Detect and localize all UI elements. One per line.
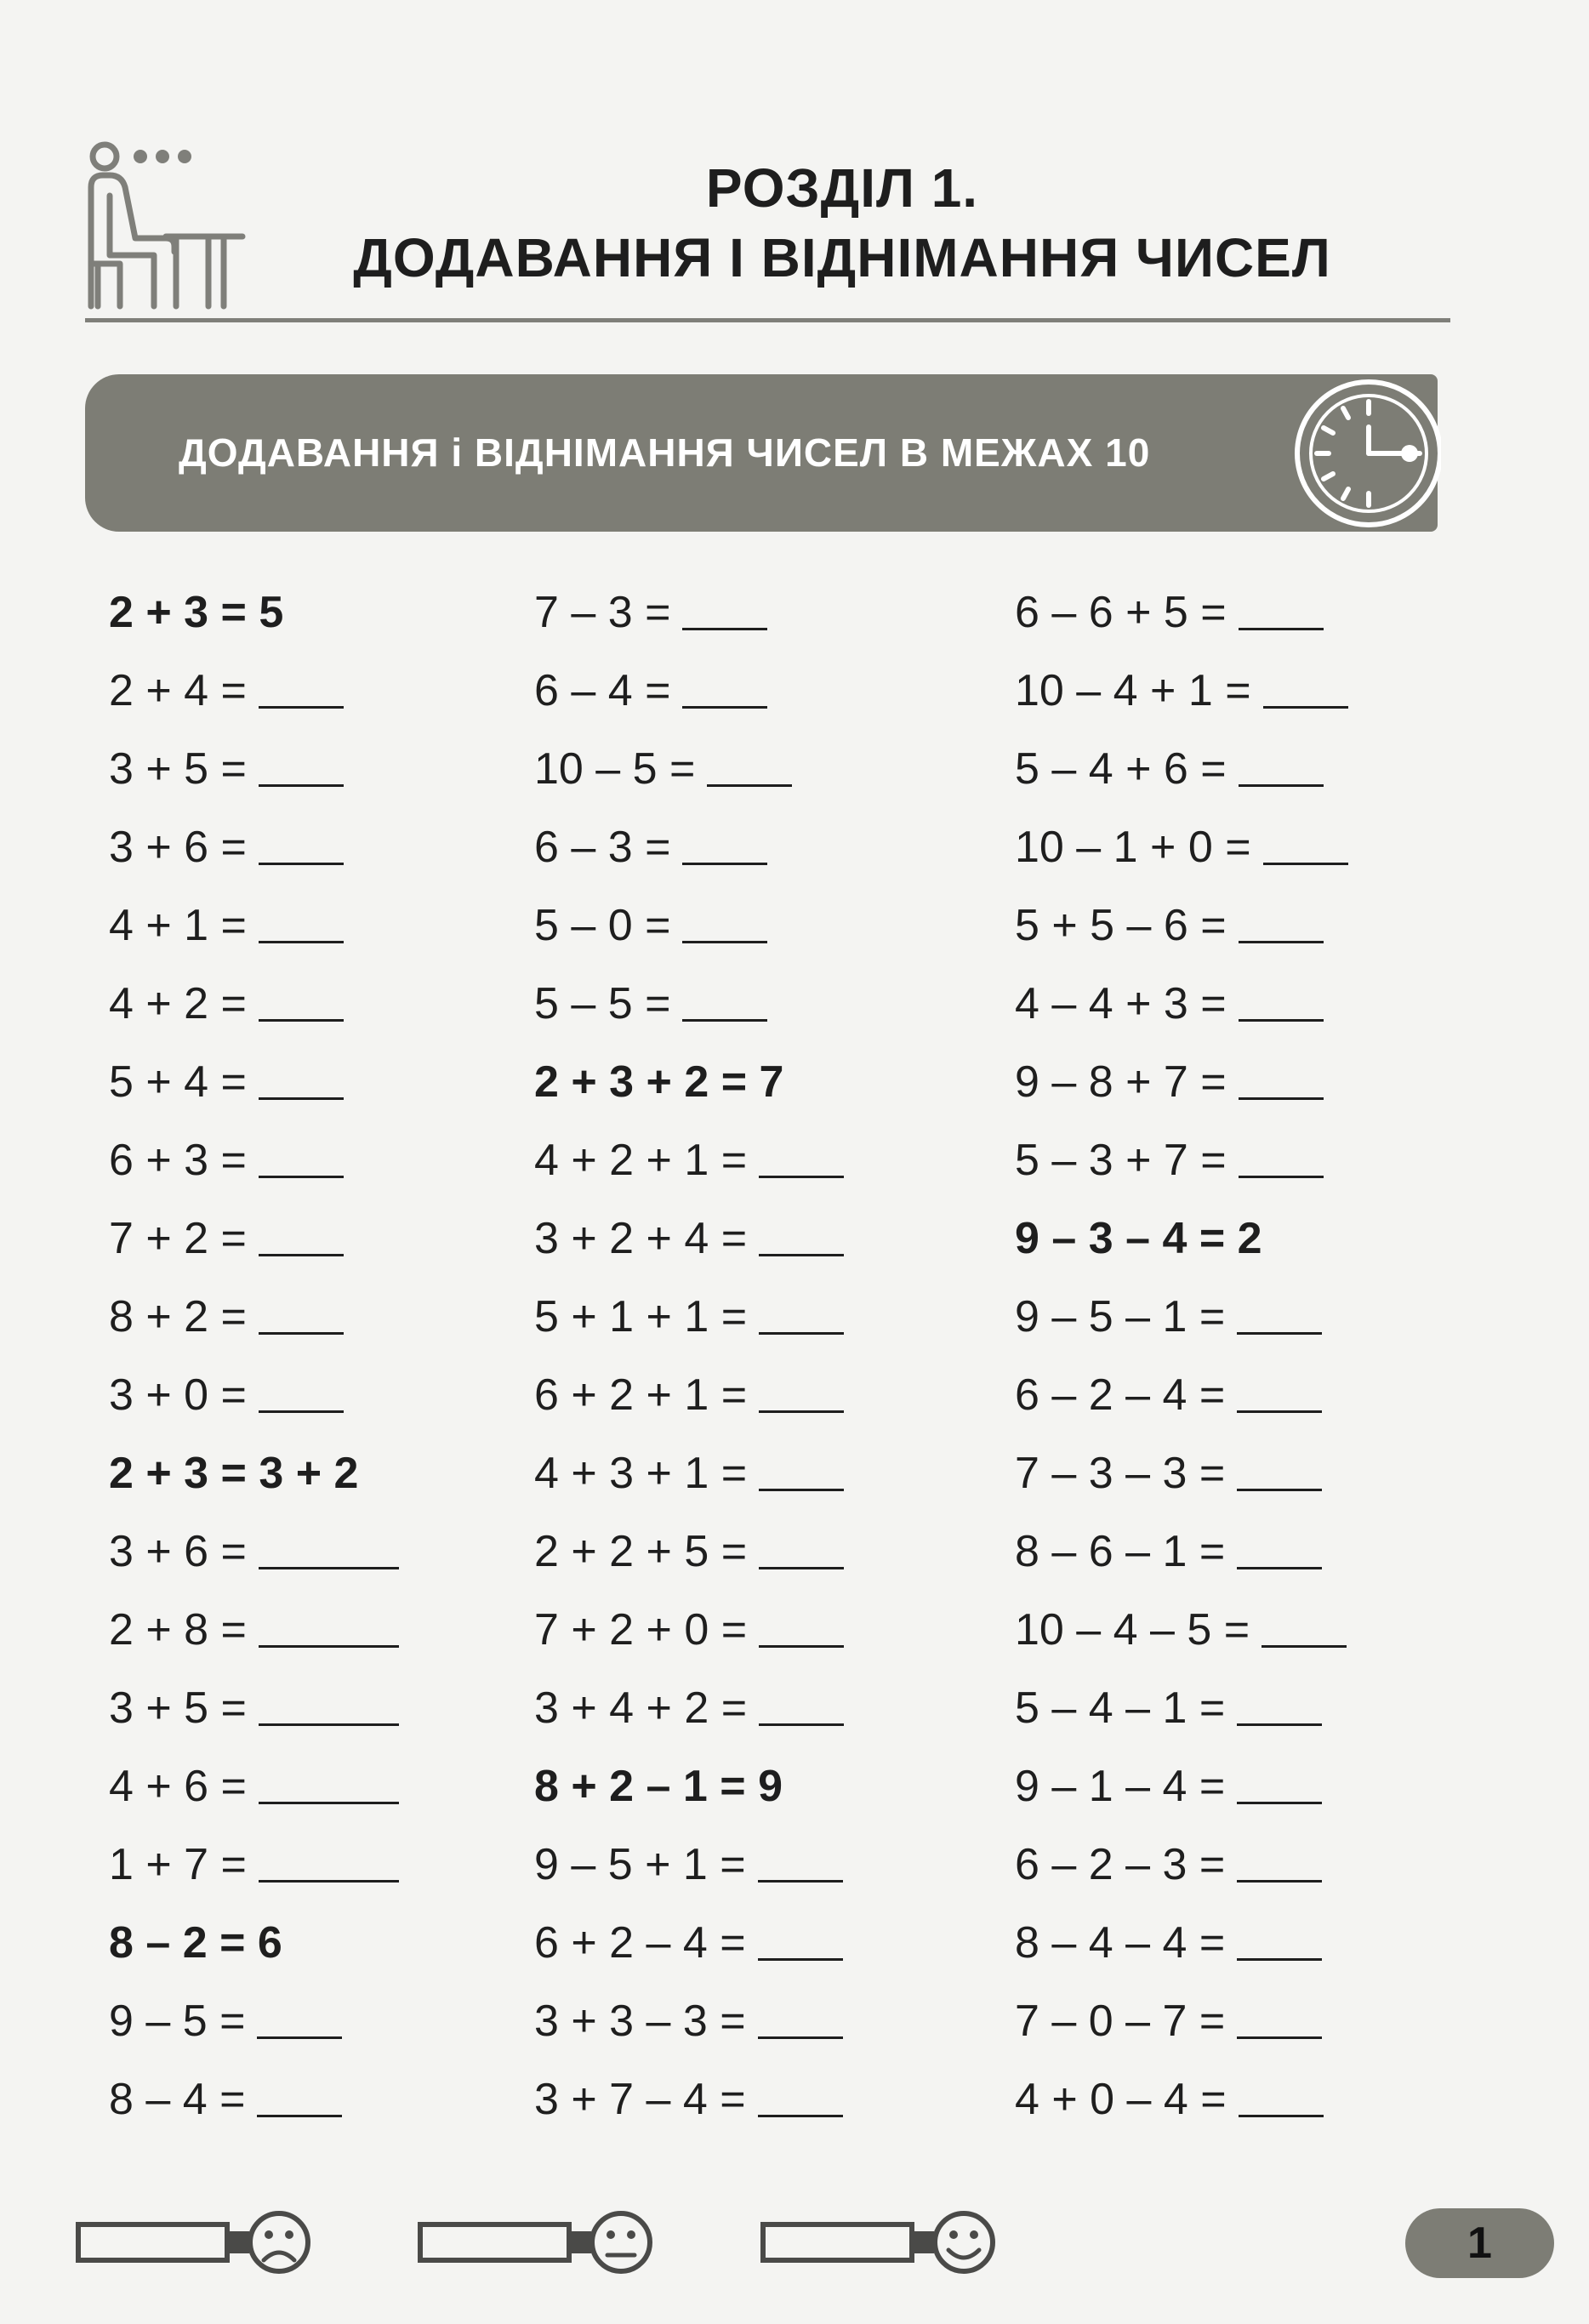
equation-text: 6 + 2 + 1 = <box>534 1370 748 1420</box>
exercise-equation <box>534 1205 844 1283</box>
equation-text: 4 + 2 + 1 = <box>534 1136 748 1185</box>
equation-text: 3 + 4 + 2 = <box>534 1683 748 1733</box>
answer-blank[interactable] <box>759 1171 844 1178</box>
exercise-equation <box>109 1596 399 1674</box>
answer-blank[interactable] <box>1237 1405 1322 1413</box>
exercise-equation <box>1015 1909 1348 1987</box>
chapter-divider <box>85 318 1450 322</box>
answer-blank[interactable] <box>259 1640 399 1648</box>
exercise-equation <box>1015 1439 1348 1518</box>
equation-text: 8 – 4 – 4 = <box>1015 1918 1226 1968</box>
equation-text: 9 – 5 + 1 = <box>534 1840 746 1889</box>
answer-blank[interactable] <box>1239 936 1324 943</box>
equation-text: 5 – 4 + 6 = <box>1015 744 1227 794</box>
equation-text: 5 – 0 = <box>534 901 671 950</box>
equation-text: 5 + 5 – 6 = <box>1015 901 1227 950</box>
answer-blank[interactable] <box>1239 1092 1324 1100</box>
exercise-equation <box>1015 1126 1348 1205</box>
exercise-equation <box>109 1831 399 1909</box>
answer-blank[interactable] <box>682 701 767 709</box>
answer-blank[interactable] <box>259 1797 399 1804</box>
equation-text: 7 – 3 – 3 = <box>1015 1449 1226 1498</box>
exercise-equation <box>534 813 844 891</box>
answer-blank[interactable] <box>1239 779 1324 787</box>
exercise-equation <box>1015 813 1348 891</box>
answer-blank[interactable] <box>1237 1953 1322 1961</box>
exercise-equation <box>1015 657 1348 735</box>
equation-text: 6 – 3 = <box>534 823 671 872</box>
exercise-column-1 <box>109 578 399 2144</box>
answer-blank[interactable] <box>257 2110 342 2117</box>
exercise-equation <box>1015 1361 1348 1439</box>
exercise-equation <box>109 1518 399 1596</box>
exercise-column-3 <box>1015 578 1348 2144</box>
answer-blank[interactable] <box>682 623 767 630</box>
equation-text: 7 + 2 = <box>109 1214 247 1263</box>
exercise-equation <box>1015 578 1348 657</box>
answer-blank[interactable] <box>1237 1327 1322 1335</box>
exercise-equation <box>1015 735 1348 813</box>
exercise-equation <box>534 1439 844 1518</box>
clock-icon <box>1284 376 1441 531</box>
answer-blank[interactable] <box>758 1953 843 1961</box>
exercise-equation <box>534 578 844 657</box>
answer-blank[interactable] <box>759 1718 844 1726</box>
exercise-equation <box>1015 1831 1348 1909</box>
exercise-equation <box>109 1674 399 1752</box>
answer-blank[interactable] <box>759 1249 844 1256</box>
equation-text: 4 + 0 – 4 = <box>1015 2075 1227 2124</box>
equation-text: 6 – 2 – 4 = <box>1015 1370 1226 1420</box>
chapter-title <box>306 153 1378 293</box>
equation-text: 4 + 3 + 1 = <box>534 1449 748 1498</box>
exercise-column-2 <box>534 578 844 2144</box>
equation-text: 9 – 5 = <box>109 1996 246 2046</box>
exercise-equation <box>1015 1987 1348 2065</box>
answer-blank[interactable] <box>259 936 344 943</box>
answer-blank[interactable] <box>259 779 344 787</box>
equation-text: 3 + 7 – 4 = <box>534 2075 746 2124</box>
answer-blank[interactable] <box>759 1405 844 1413</box>
equation-text: 5 + 1 + 1 = <box>534 1292 748 1341</box>
answer-blank[interactable] <box>759 1562 844 1569</box>
example-equation <box>1015 1205 1348 1283</box>
exercise-equation <box>534 1283 844 1361</box>
chapter-title-line1: РОЗДІЛ 1. <box>705 157 979 219</box>
exercise-equation <box>534 1674 844 1752</box>
answer-blank[interactable] <box>758 1875 843 1883</box>
equation-text: 1 + 7 = <box>109 1840 247 1889</box>
answer-blank[interactable] <box>259 1405 344 1413</box>
example-equation <box>109 578 399 657</box>
answer-blank[interactable] <box>1239 2110 1324 2117</box>
equation-text: 8 – 4 = <box>109 2075 246 2124</box>
equation-text: 10 – 1 + 0 = <box>1015 823 1251 872</box>
equation-text: 10 – 4 – 5 = <box>1015 1605 1250 1655</box>
equation-text: 9 – 5 – 1 = <box>1015 1292 1226 1341</box>
exercise-equation <box>534 1831 844 1909</box>
answer-blank[interactable] <box>257 2031 342 2039</box>
answer-blank[interactable] <box>259 1014 344 1022</box>
exercise-equation <box>534 1361 844 1439</box>
equation-text: 6 – 4 = <box>534 666 671 715</box>
equation-text: 2 + 3 + 2 = 7 <box>534 1057 784 1107</box>
equation-text: 6 + 2 – 4 = <box>534 1918 746 1968</box>
exercise-equation <box>1015 1752 1348 1831</box>
answer-blank[interactable] <box>707 779 792 787</box>
equation-text: 4 + 2 = <box>109 979 247 1028</box>
answer-blank[interactable] <box>259 857 344 865</box>
equation-text: 8 + 2 = <box>109 1292 247 1341</box>
equation-text: 2 + 3 = 5 <box>109 588 284 637</box>
exercise-equation <box>109 735 399 813</box>
exercise-equation <box>534 657 844 735</box>
answer-blank[interactable] <box>259 1718 399 1726</box>
answer-blank[interactable] <box>259 1171 344 1178</box>
exercise-equation <box>109 813 399 891</box>
exercise-equation <box>534 891 844 970</box>
exercise-equation <box>109 1361 399 1439</box>
equation-text: 2 + 4 = <box>109 666 247 715</box>
answer-blank[interactable] <box>259 1249 344 1256</box>
exercise-equation <box>109 2065 399 2144</box>
rating-happy[interactable] <box>760 2199 998 2293</box>
exercise-equation <box>534 1518 844 1596</box>
answer-blank[interactable] <box>1237 1797 1322 1804</box>
equation-text: 5 – 3 + 7 = <box>1015 1136 1227 1185</box>
exercise-equation <box>1015 970 1348 1048</box>
answer-blank[interactable] <box>759 1484 844 1491</box>
section-title: ДОДАВАННЯ і ВІДНІМАННЯ ЧИСЕЛ В МЕЖАХ 10 <box>179 430 1151 475</box>
answer-blank[interactable] <box>259 1327 344 1335</box>
exercise-equation <box>1015 2065 1348 2144</box>
equation-text: 3 + 0 = <box>109 1370 247 1420</box>
example-equation <box>534 1048 844 1126</box>
equation-text: 3 + 6 = <box>109 823 247 872</box>
answer-blank[interactable] <box>1262 1640 1347 1648</box>
exercise-equation <box>109 1283 399 1361</box>
equation-text: 3 + 2 + 4 = <box>534 1214 748 1263</box>
exercise-equation <box>109 891 399 970</box>
exercise-equation <box>109 1048 399 1126</box>
answer-blank[interactable] <box>1237 1484 1322 1491</box>
rating-sad[interactable] <box>75 2199 313 2293</box>
answer-blank[interactable] <box>1237 1562 1322 1569</box>
equation-text: 5 + 4 = <box>109 1057 247 1107</box>
equation-text: 4 + 1 = <box>109 901 247 950</box>
example-equation <box>109 1439 399 1518</box>
answer-blank[interactable] <box>259 1875 399 1883</box>
chapter-title-line2: ДОДАВАННЯ І ВІДНІМАННЯ ЧИСЕЛ <box>353 227 1331 288</box>
exercise-equation <box>1015 1048 1348 1126</box>
answer-blank[interactable] <box>1237 2031 1322 2039</box>
exercise-equation <box>1015 1283 1348 1361</box>
equation-text: 6 – 6 + 5 = <box>1015 588 1227 637</box>
exercise-equation <box>534 1596 844 1674</box>
exercise-equation <box>1015 891 1348 970</box>
equation-text: 6 – 2 – 3 = <box>1015 1840 1226 1889</box>
exercise-equation <box>534 1909 844 1987</box>
equation-text: 3 + 3 – 3 = <box>534 1996 746 2046</box>
section-banner <box>85 374 1438 532</box>
answer-blank[interactable] <box>259 1092 344 1100</box>
equation-text: 5 – 4 – 1 = <box>1015 1683 1226 1733</box>
exercise-equation <box>109 1126 399 1205</box>
exercise-equation <box>534 1126 844 1205</box>
sad-face-icon <box>250 2213 308 2271</box>
answer-blank[interactable] <box>682 857 767 865</box>
equation-text: 7 + 2 + 0 = <box>534 1605 748 1655</box>
exercise-equation <box>109 970 399 1048</box>
exercise-equation <box>1015 1518 1348 1596</box>
exercise-equation <box>109 1205 399 1283</box>
exercise-equation <box>534 970 844 1048</box>
equation-text: 9 – 1 – 4 = <box>1015 1762 1226 1811</box>
answer-blank[interactable] <box>1237 1718 1322 1726</box>
exercise-equation <box>109 1752 399 1831</box>
answer-blank[interactable] <box>1237 1875 1322 1883</box>
equation-text: 6 + 3 = <box>109 1136 247 1185</box>
equation-text: 5 – 5 = <box>534 979 671 1028</box>
answer-blank[interactable] <box>758 2110 843 2117</box>
exercise-equation <box>1015 1596 1348 1674</box>
equation-text: 7 – 3 = <box>534 588 671 637</box>
equation-text: 9 – 3 – 4 = 2 <box>1015 1214 1262 1263</box>
answer-blank[interactable] <box>1263 857 1348 865</box>
answer-blank[interactable] <box>682 936 767 943</box>
exercise-equation <box>109 657 399 735</box>
equation-text: 10 – 5 = <box>534 744 696 794</box>
equation-text: 10 – 4 + 1 = <box>1015 666 1251 715</box>
answer-blank[interactable] <box>682 1014 767 1022</box>
exercise-equation <box>109 1987 399 2065</box>
exercise-equation <box>534 1987 844 2065</box>
equation-text: 4 – 4 + 3 = <box>1015 979 1227 1028</box>
exercise-equation <box>534 735 844 813</box>
equation-text: 3 + 5 = <box>109 1683 247 1733</box>
equation-text: 3 + 5 = <box>109 744 247 794</box>
neutral-face-icon <box>592 2213 650 2271</box>
equation-text: 4 + 6 = <box>109 1762 247 1811</box>
exercise-equation <box>1015 1674 1348 1752</box>
equation-text: 8 – 2 = 6 <box>109 1918 282 1968</box>
answer-blank[interactable] <box>1263 701 1348 709</box>
answer-blank[interactable] <box>259 1562 399 1569</box>
equation-text: 8 + 2 – 1 = 9 <box>534 1762 783 1811</box>
answer-blank[interactable] <box>1239 623 1324 630</box>
answer-blank[interactable] <box>758 2031 843 2039</box>
equation-text: 2 + 3 = 3 + 2 <box>109 1449 359 1498</box>
equation-text: 7 – 0 – 7 = <box>1015 1996 1226 2046</box>
equation-text: 2 + 8 = <box>109 1605 247 1655</box>
page-number: 1 <box>1405 2208 1554 2278</box>
answer-blank[interactable] <box>759 1327 844 1335</box>
example-equation <box>534 1752 844 1831</box>
rating-neutral[interactable] <box>417 2199 655 2293</box>
answer-blank[interactable] <box>759 1640 844 1648</box>
equation-text: 8 – 6 – 1 = <box>1015 1527 1226 1576</box>
equation-text: 9 – 8 + 7 = <box>1015 1057 1227 1107</box>
answer-blank[interactable] <box>259 701 344 709</box>
equation-text: 2 + 2 + 5 = <box>534 1527 748 1576</box>
exercise-equation <box>534 2065 844 2144</box>
answer-blank[interactable] <box>1239 1171 1324 1178</box>
example-equation <box>109 1909 399 1987</box>
student-at-desk-icon <box>81 136 251 323</box>
happy-face-icon <box>935 2213 993 2271</box>
answer-blank[interactable] <box>1239 1014 1324 1022</box>
equation-text: 3 + 6 = <box>109 1527 247 1576</box>
